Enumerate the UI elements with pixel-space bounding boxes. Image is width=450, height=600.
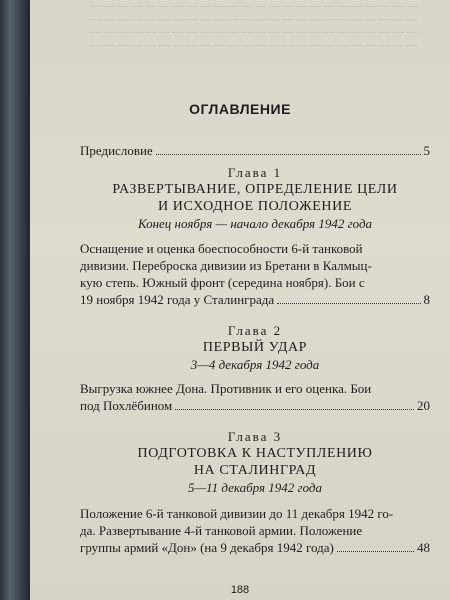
chapter-number: Глава 3 — [227, 429, 283, 444]
dot-leader — [337, 551, 414, 552]
book-page — [30, 0, 450, 600]
summary-line: Оснащение и оценка боеспособности 6-й танковой — [80, 241, 363, 256]
chapter-dates: Конец ноября — начало декабря 1942 года — [137, 216, 373, 231]
dot-leader — [156, 154, 421, 155]
chapter-page: 8 — [423, 292, 430, 307]
toc-title: ОГЛАВЛЕНИЕ — [189, 101, 291, 117]
chapter-page: 48 — [417, 540, 430, 555]
chapter-title-line: ПЕРВЫЙ УДАР — [202, 340, 308, 355]
chapter-dates: 3—4 декабря 1942 года — [190, 357, 320, 372]
summary-line: под Похлёбином — [80, 398, 173, 413]
summary-line: дивизии. Переброска дивизии из Бретани в Калмыц- — [80, 258, 372, 273]
summary-line: Положение 6-й танковой дивизии до 11 декабря 1942 го- — [80, 506, 394, 521]
chapter-title-line: РАЗВЕРТЫВАНИЕ, ОПРЕДЕЛЕНИЕ ЦЕЛИ — [112, 182, 398, 197]
summary-line: кую степь. Южный фронт (середина ноября). Бои с — [80, 275, 365, 290]
bleed-through-text: — — — — — — — — — — — — — — — — — — — — — — — — — — — — — — — — — — — — — — — — — — — — — — — — — — — — — — — — — — — — — — — — — — — — — — — — — — — — — — — — — — — — — — — — — — — — — — — — — [90, 0, 418, 51]
chapter-2-summary[interactable] — [80, 380, 430, 414]
chapter-3-heading — [80, 428, 430, 496]
summary-line: Выгрузка южнее Дона. Противник и его оценка. Бои — [80, 381, 372, 396]
book-spine-background — [0, 0, 30, 600]
toc-entry-preface[interactable] — [80, 142, 430, 159]
chapter-title-line: ПОДГОТОВКА К НАСТУПЛЕНИЮ — [137, 446, 373, 461]
dot-leader — [175, 409, 414, 410]
chapter-title-line: И ИСХОДНОЕ ПОЛОЖЕНИЕ — [158, 199, 352, 214]
preface-label: Предисловие — [80, 143, 153, 158]
chapter-number: Глава 1 — [227, 165, 283, 180]
chapter-3-summary[interactable] — [80, 505, 430, 556]
dot-leader — [277, 303, 420, 304]
page-number: 188 — [230, 584, 250, 596]
chapter-2-heading — [80, 322, 430, 373]
summary-line: группы армий «Дон» (на 9 декабря 1942 года) — [80, 540, 334, 555]
chapter-1-summary[interactable] — [80, 240, 430, 308]
summary-line: 19 ноября 1942 года у Сталинграда — [80, 292, 275, 307]
preface-page: 5 — [423, 143, 430, 158]
chapter-dates: 5—11 декабря 1942 года — [188, 480, 322, 495]
chapter-number: Глава 2 — [227, 323, 283, 338]
chapter-1-heading — [80, 164, 430, 232]
chapter-title-line: НА СТАЛИНГРАД — [193, 463, 317, 478]
summary-line: да. Развертывание 4-й танковой армии. Положение — [80, 523, 363, 538]
chapter-page: 20 — [417, 398, 430, 413]
